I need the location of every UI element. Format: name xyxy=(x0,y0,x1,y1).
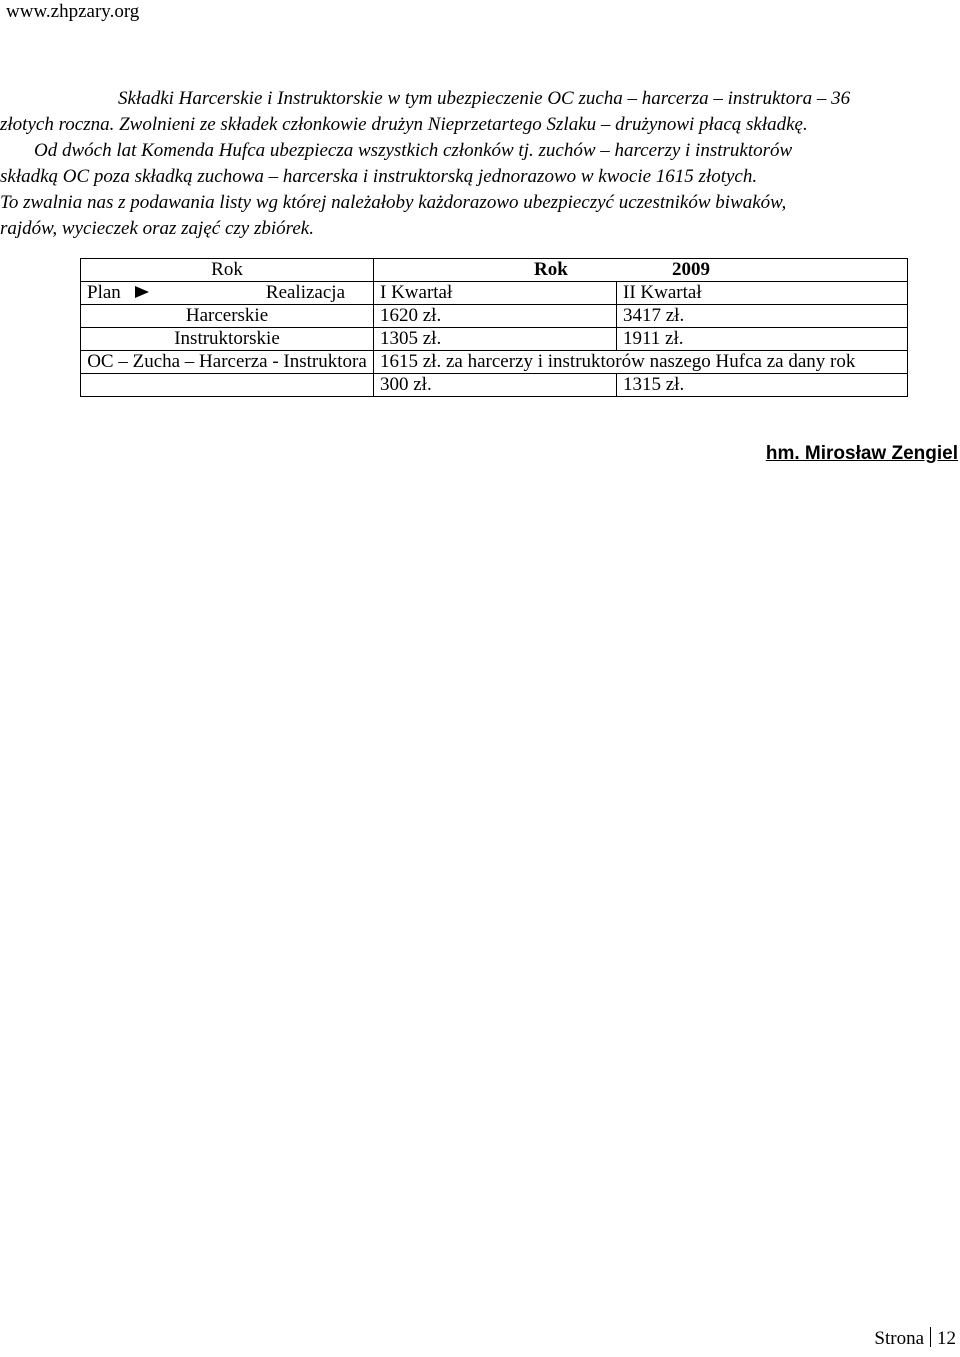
table-row xyxy=(81,305,908,328)
plan-label: Plan xyxy=(87,282,121,303)
oc-label: OC – Zucha – Harcerza - Instruktora xyxy=(81,351,374,374)
table-row xyxy=(81,259,908,282)
q2-value: 1315 zł. xyxy=(617,374,908,397)
realizacja-label: Realizacja xyxy=(265,282,345,303)
footer-divider xyxy=(930,1327,931,1347)
arrow-right-icon xyxy=(135,286,149,298)
intro-line: złotych roczna. Zwolnieni ze składek członkowie drużyn Nieprzetartego Szlaku – drużynowi płacą składkę. xyxy=(0,114,808,135)
q1-header: I Kwartał xyxy=(374,282,617,305)
table-row xyxy=(81,282,908,305)
intro-line: rajdów, wycieczek oraz zajęć czy zbiórek. xyxy=(0,218,314,239)
header-rok: Rok xyxy=(534,259,568,280)
intro-line: To zwalnia nas z podawania listy wg której należałoby każdorazowo ubezpieczyć uczestników biwaków, xyxy=(0,192,787,213)
intro-line: składką OC poza składką zuchowa – harcerska i instruktorską jednorazowo w kwocie 1615 złotych. xyxy=(0,166,758,187)
empty-cell xyxy=(81,374,374,397)
header-year: 2009 xyxy=(672,259,710,280)
page-label: Strona xyxy=(874,1328,924,1349)
signature: hm. Mirosław Zengiel xyxy=(765,443,958,464)
fees-table xyxy=(80,258,908,397)
q1-value: 1305 zł. xyxy=(374,328,617,351)
q1-value: 300 zł. xyxy=(374,374,617,397)
q2-value: 1911 zł. xyxy=(617,328,908,351)
intro-line: Składki Harcerskie i Instruktorskie w tym ubezpieczenie OC zucha – harcerza – instruktora – 36 xyxy=(118,88,851,109)
row-label: Harcerskie xyxy=(81,305,374,328)
site-url: www.zhpzary.org xyxy=(6,1,140,22)
oc-note: 1615 zł. za harcerzy i instruktorów naszego Hufca za dany rok xyxy=(374,351,908,374)
page-footer xyxy=(874,1327,956,1351)
q2-header: II Kwartał xyxy=(617,282,908,305)
intro-paragraph xyxy=(0,86,956,242)
table-row xyxy=(81,328,908,351)
table-row xyxy=(81,351,908,374)
header-rok-left: Rok xyxy=(81,259,374,282)
header-year-cell xyxy=(374,259,908,282)
q2-value: 3417 zł. xyxy=(617,305,908,328)
page-number: 12 xyxy=(937,1328,956,1349)
plan-realizacja-cell xyxy=(81,282,374,305)
table-row xyxy=(81,374,908,397)
intro-line: Od dwóch lat Komenda Hufca ubezpiecza wszystkich członków tj. zuchów – harcerzy i instruktorów xyxy=(34,140,793,161)
q1-value: 1620 zł. xyxy=(374,305,617,328)
row-label: Instruktorskie xyxy=(81,328,374,351)
